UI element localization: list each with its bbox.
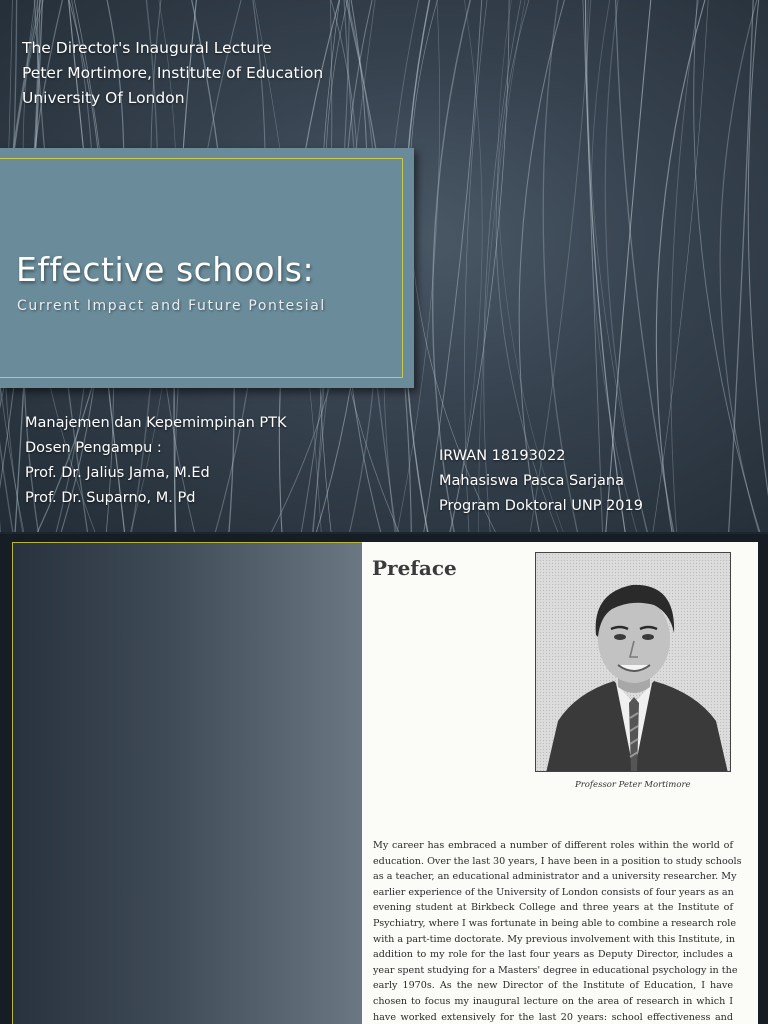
- body-line-7: with a part-time doctorate. My previous involvement with this Institute, in: [373, 933, 736, 945]
- slide-title: Effective schools:: [16, 250, 315, 289]
- body-line-9: year spent studying for a Masters' degree in educational psychology in the: [373, 964, 738, 976]
- course-line-1: Manajemen dan Kepemimpinan PTK: [25, 415, 287, 431]
- header-line-1: The Director's Inaugural Lecture: [22, 39, 272, 57]
- body-line-1: My career has embraced a number of different roles within the world of: [373, 840, 733, 851]
- header-line-3: University Of London: [22, 89, 185, 107]
- author-line-3: Program Doktoral UNP 2019: [439, 498, 643, 514]
- decorative-line: [748, 0, 768, 532]
- body-line-10: early 1970s. As the new Director of the Institute of Education, I have: [373, 980, 733, 992]
- body-line-4: earlier experience of the University of London consists of four years as an: [373, 886, 734, 898]
- body-line-6: Psychiatry, where I was fortunate in being able to combine a research role: [373, 917, 737, 929]
- author-line-2: Mahasiswa Pasca Sarjana: [439, 473, 625, 489]
- header-line-2: Peter Mortimore, Institute of Education: [22, 64, 324, 82]
- slide-gradient-panel: [12, 542, 362, 1024]
- body-line-12: have worked extensively for the last 20 years: school effectiveness and: [373, 1011, 733, 1023]
- course-info: [25, 411, 286, 511]
- body-line-3: as a teacher, an educational administrator and a university researcher. My: [373, 871, 737, 883]
- lecture-header: [22, 36, 323, 111]
- preface-body: [373, 838, 742, 1024]
- photo-caption: Professor Peter Mortimore: [575, 780, 691, 790]
- course-line-2: Dosen Pengampu :: [25, 440, 162, 456]
- body-line-11: chosen to focus my inaugural lecture on the area of research in which I: [373, 995, 733, 1007]
- body-line-5: evening student at Birkbeck College and three years at the Institute of: [373, 902, 733, 914]
- body-line-8: addition to my role for the last four years as Deputy Director, includes a: [373, 949, 733, 961]
- slide-subtitle: Current Impact and Future Pontesial: [17, 298, 326, 314]
- body-line-2: education. Over the last 30 years, I have been in a position to study schools: [373, 855, 742, 867]
- scanned-page: [362, 542, 758, 1024]
- course-line-3: Prof. Dr. Jalius Jama, M.Ed: [25, 465, 210, 481]
- course-line-4: Prof. Dr. Suparno, M. Pd: [25, 490, 196, 506]
- decorative-line: [656, 0, 705, 532]
- author-line-1: IRWAN 18193022: [439, 448, 566, 464]
- decorative-line: [720, 0, 759, 532]
- preface-slide: [0, 534, 768, 1024]
- author-info: [439, 444, 643, 519]
- portrait-photo-icon: [535, 552, 731, 772]
- preface-heading: Preface: [372, 556, 457, 580]
